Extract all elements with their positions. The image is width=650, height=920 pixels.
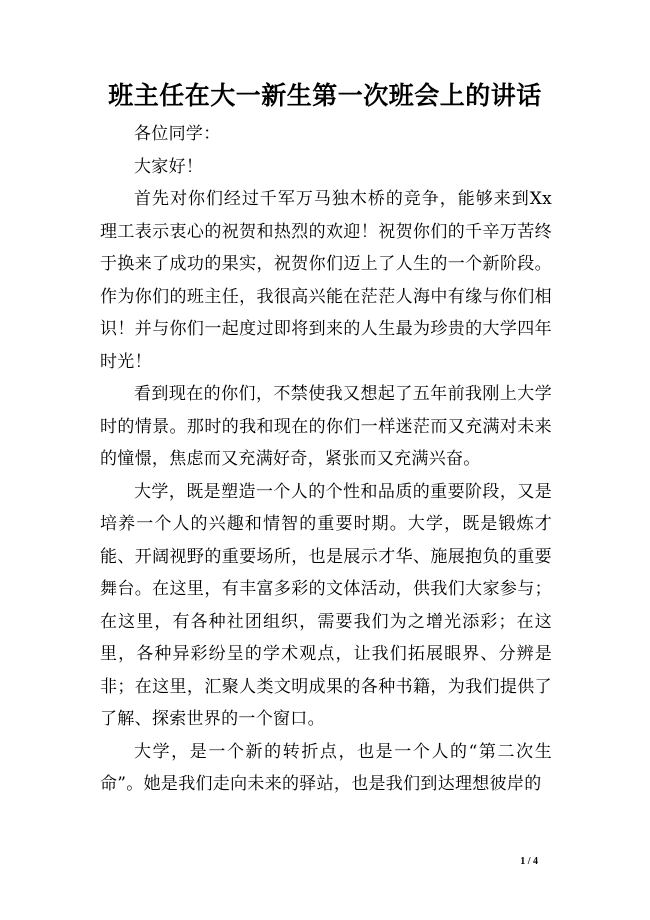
salutation: 各位同学：: [134, 124, 221, 144]
greeting: 大家好！: [134, 156, 204, 177]
paragraph: 大学，是一个新的转折点，也是一个人的“第二次生命”。她是我们走向未来的驿站，也是我们到达理想彼岸的: [100, 741, 552, 794]
paragraph: 首先对你们经过千军万马独木桥的竞争，能够来到Xx理工表示衷心的祝贺和热烈的欢迎！祝贺你们的千辛万苦终于换来了成功的果实，祝贺你们迈上了人生的一个新阶段。作为你们的班主任，我很高兴能在茫茫人海中有缘与你们相识！并与你们一起度过即将到来的人生最为珍贵的大学四年时光！: [100, 189, 552, 372]
paragraph: 看到现在的你们，不禁使我又想起了五年前我刚上大学时的情景。那时的我和现在的你们一样迷茫而又充满对未来的憧憬，焦虑而又充满好奇，紧张而又充满兴奋。: [100, 384, 552, 469]
paragraph: 大学，既是塑造一个人的个性和品质的重要阶段，又是培养一个人的兴趣和情智的重要时期。大学，既是锻炼才能、开阔视野的重要场所，也是展示才华、施展抱负的重要舞台。在这里，有丰富多彩的文体活动，供我们大家参与；在这里，有各种社团组织，需要我们为之增光添彩；在这里，各种异彩纷呈的学术观点，让我们拓展眼界、分辨是非；在这里，汇聚人类文明成果的各种书籍，为我们提供了了解、探索世界的一个窗口。: [100, 481, 552, 729]
document-body: [100, 118, 552, 801]
page-number: 1 / 4: [520, 856, 538, 867]
document-title: 班主任在大一新生第一次班会上的讲话: [108, 81, 542, 110]
